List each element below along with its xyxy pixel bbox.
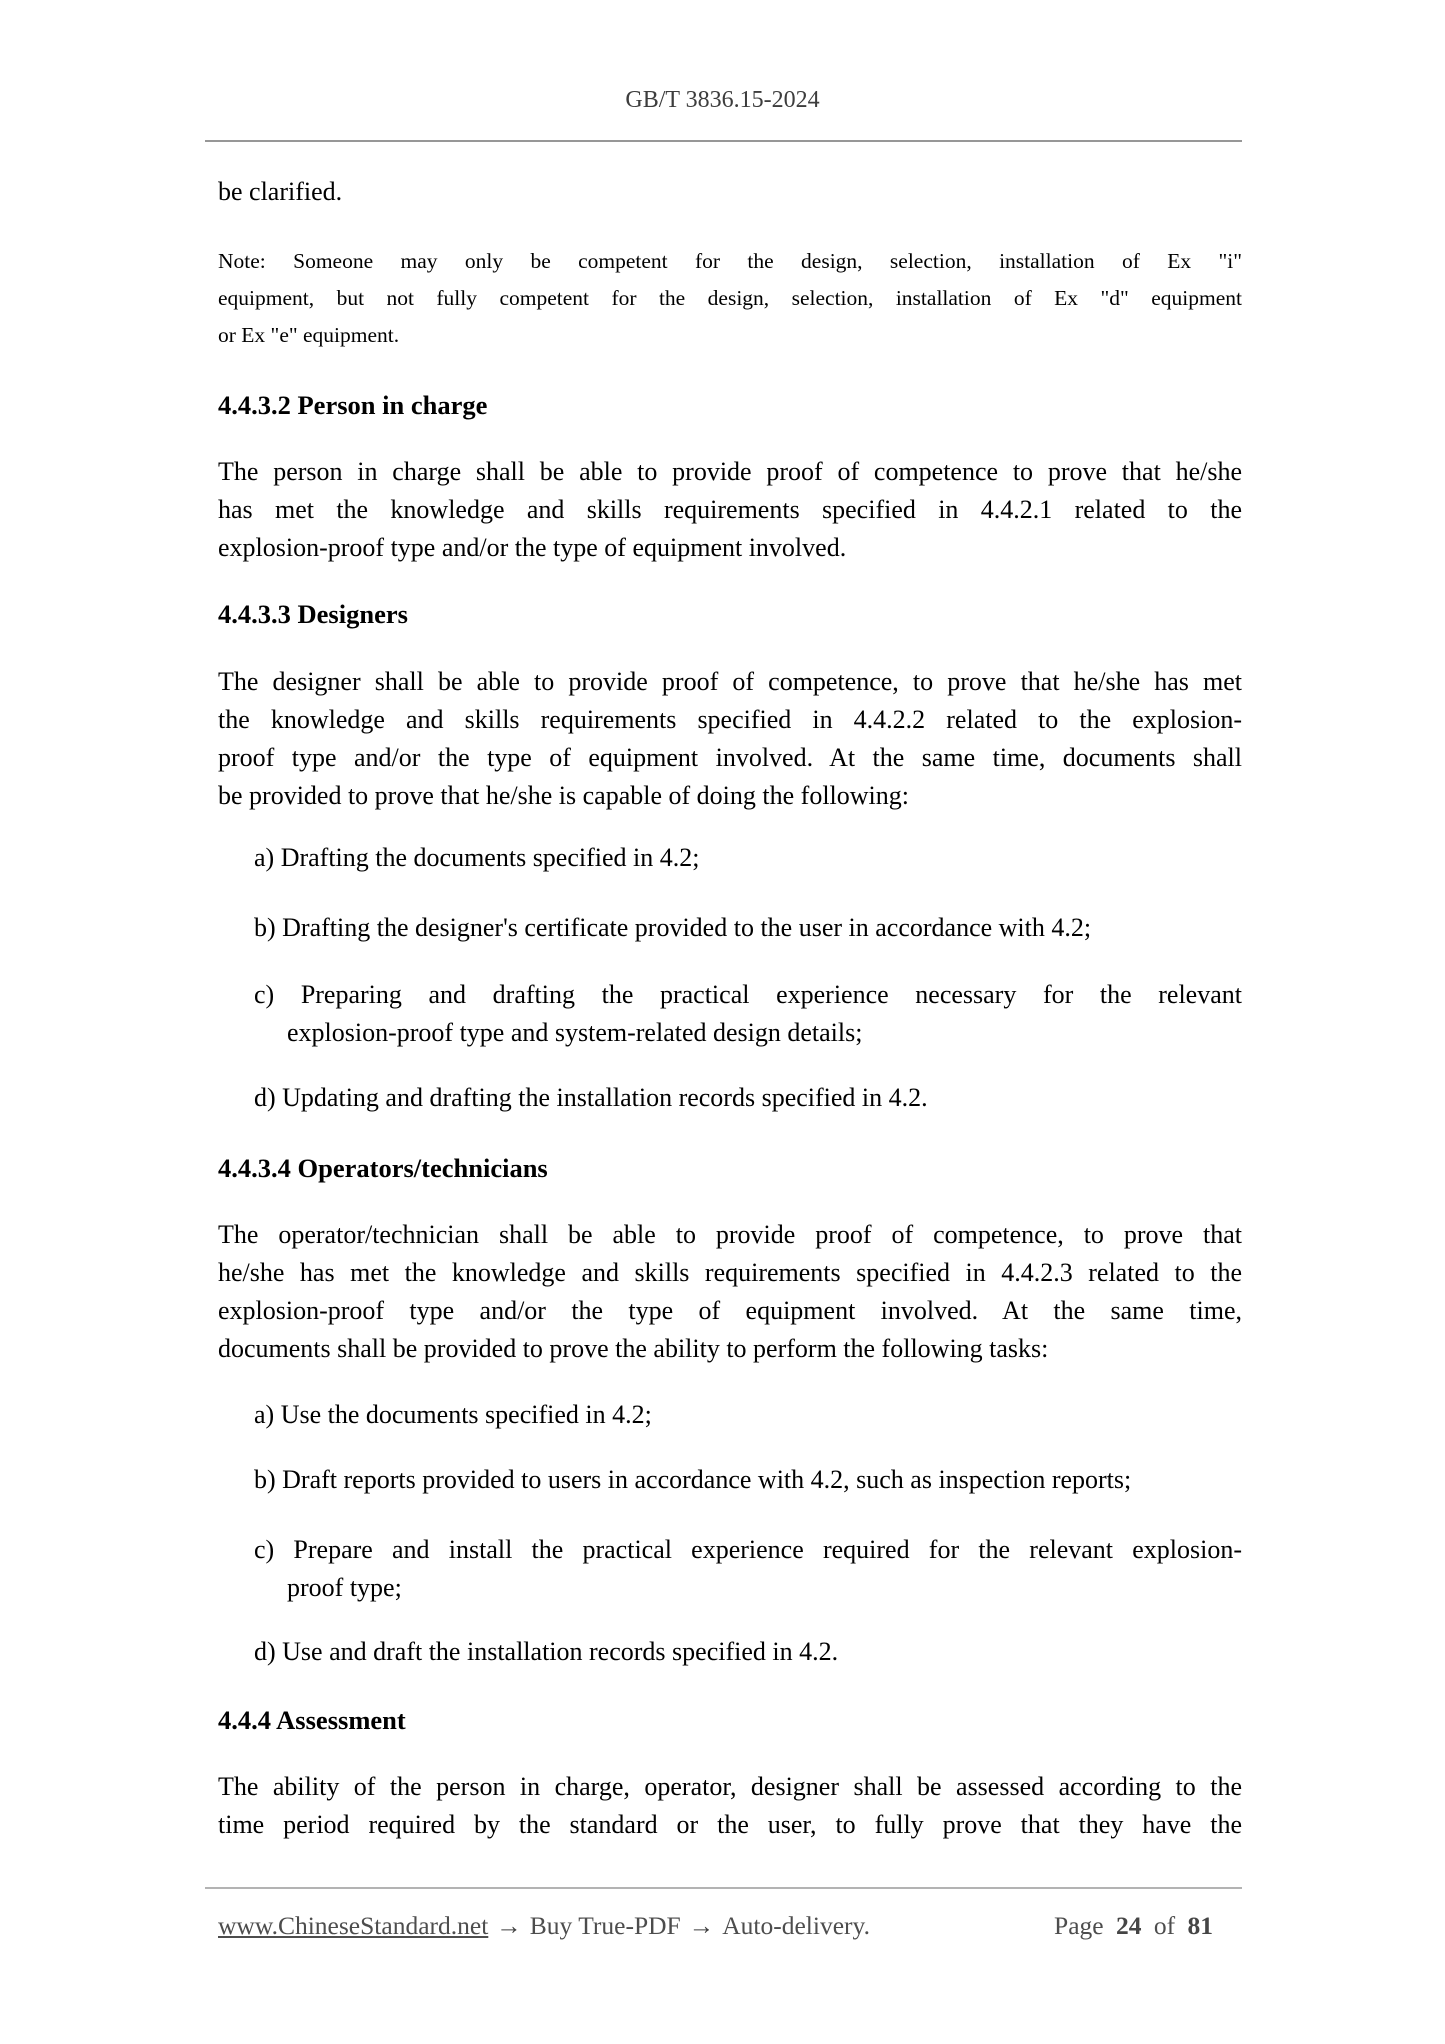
text-line: equipment, but not fully competent for the design, selection, installation of Ex "d" equipment [218,286,1242,310]
section-heading-4-4-3-3: 4.4.3.3 Designers [218,599,408,629]
section-paragraph [218,1216,1242,1368]
text-line: be provided to prove that he/she is capable of doing the following: [218,781,909,810]
of-label: of [1153,1911,1176,1940]
section-heading-4-4-3-4: 4.4.3.4 Operators/technicians [218,1153,548,1183]
list-item-c [218,976,1242,1052]
text-line: proof type and/or the type of equipment involved. At the same time, documents shall [218,743,1242,772]
text-line: The designer shall be able to provide proof of competence, to prove that he/she has met [218,667,1242,696]
arrow-icon: → [688,1911,715,1940]
auto-delivery-text: Auto-delivery. [722,1911,870,1940]
section-heading-4-4-3-2: 4.4.3.2 Person in charge [218,390,488,420]
total-page-number: 81 [1187,1911,1213,1940]
list-item-b [218,909,1242,947]
text-line: d) Updating and drafting the installation records specified in 4.2. [254,1083,928,1112]
list-item-a [218,839,1242,877]
text-line: c) Prepare and install the practical experience required for the relevant explosion- [254,1535,1242,1564]
intro-paragraph [218,173,1242,211]
text-line: b) Draft reports provided to users in accordance with 4.2, such as inspection reports; [254,1465,1132,1494]
text-line: be clarified. [218,177,343,206]
text-line: documents shall be provided to prove the ability to perform the following tasks: [218,1334,1049,1363]
buy-pdf-text: Buy True-PDF [529,1911,681,1940]
text-line: or Ex "e" equipment. [218,323,400,347]
text-line: explosion-proof type and/or the type of equipment involved. At the same time, [218,1296,1242,1325]
footer-left [218,1911,870,1940]
text-line: has met the knowledge and skills requirements specified in 4.4.2.1 related to the [218,495,1242,524]
text-line: proof type; [287,1573,402,1602]
note-paragraph [218,243,1242,354]
website-link[interactable]: www.ChineseStandard.net [218,1911,489,1940]
list-item-c [218,1531,1242,1607]
page-indicator [1054,1908,1213,1944]
text-line: d) Use and draft the installation records specified in 4.2. [254,1637,839,1666]
text-line: time period required by the standard or the user, to fully prove that they have the [218,1810,1242,1839]
section-heading-4-4-4: 4.4.4 Assessment [218,1705,406,1735]
footer-divider [205,1887,1242,1889]
text-line: Note: Someone may only be competent for the design, selection, installation of Ex "i" [218,249,1242,273]
list-item-d [218,1633,1242,1671]
text-line: The operator/technician shall be able to provide proof of competence, to prove that [218,1220,1242,1249]
text-line: a) Use the documents specified in 4.2; [254,1400,652,1429]
arrow-icon: → [496,1911,522,1940]
page-label: Page [1054,1911,1104,1940]
text-line: The person in charge shall be able to provide proof of competence to prove that he/she [218,457,1242,486]
text-line: explosion-proof type and/or the type of equipment involved. [218,533,847,562]
text-line: he/she has met the knowledge and skills requirements specified in 4.4.2.3 related to the [218,1258,1242,1287]
text-line: the knowledge and skills requirements specified in 4.4.2.2 related to the explosion- [218,705,1242,734]
list-item-a [218,1396,1242,1434]
text-line: a) Drafting the documents specified in 4.2; [254,843,700,872]
section-paragraph [218,663,1242,815]
standard-number-header: GB/T 3836.15-2024 [625,87,820,113]
header-divider [205,140,1242,142]
page-footer [218,1908,1242,1944]
text-line: c) Preparing and drafting the practical experience necessary for the relevant [254,980,1242,1009]
text-line: The ability of the person in charge, operator, designer shall be assessed according to the [218,1772,1242,1801]
current-page-number: 24 [1116,1911,1142,1940]
text-line: explosion-proof type and system-related design details; [287,1018,863,1047]
section-paragraph [218,1768,1242,1844]
list-item-b [218,1461,1242,1499]
section-paragraph [218,453,1242,567]
list-item-d [218,1079,1242,1117]
text-line: b) Drafting the designer's certificate provided to the user in accordance with 4.2; [254,913,1092,942]
